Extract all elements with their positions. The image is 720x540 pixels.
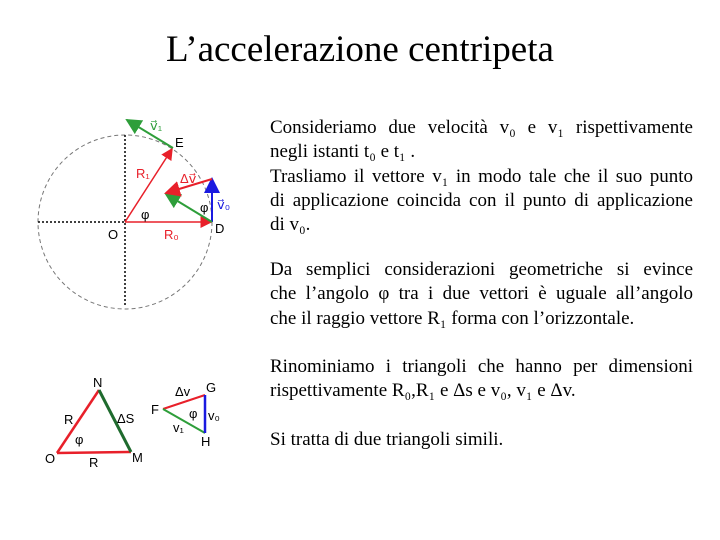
label-phi: φ [75,432,84,447]
label-v0: v₀ [208,408,220,423]
text-line: di applicazione coincida con il punto di applicazione [270,189,693,211]
label-h: H [201,434,211,449]
label-m: M [132,450,143,465]
label-delta-s: ΔS [117,411,135,426]
label-g: G [206,380,217,395]
slide-title: L’accelerazione centripeta [166,29,554,70]
text-line: di v₀. [270,214,311,236]
label-phi-center: φ [141,207,150,222]
label-v1: v⃗₁ [150,118,163,133]
circle-diagram [38,118,230,309]
text-line: Si tratta di due triangoli simili. [270,429,504,450]
label-delta-v: Δv [175,384,191,399]
text-line: che l’angolo φ tra i due vettori è uguale all’angolo [270,283,693,305]
text-line: Da semplici considerazioni geometriche si evince [270,259,693,280]
text-line: Trasliamo il vettore v₁ in modo tale che il suo punto [270,165,693,187]
label-v1: v₁ [173,420,184,435]
label-r-side: R [64,412,74,427]
label-phi: φ [189,406,198,421]
label-e: E [175,135,184,150]
text-line: Rinominiamo i triangoli che hanno per dimensioni [270,356,693,377]
text-line: che il raggio vettore R₁ forma con l’orizzontale. [270,307,635,329]
side-v1 [163,409,205,433]
label-f: F [151,402,159,417]
label-r0: R₀ [164,227,179,242]
label-r1: R₁ [136,166,150,181]
label-d: D [215,221,225,236]
label-n: N [93,375,103,390]
text-line: negli istanti t₀ e t₁ . [270,141,416,163]
label-o: O [108,227,119,242]
velocity-triangle [151,380,220,449]
label-r-base: R [89,455,99,470]
label-phi-d: φ [200,200,209,215]
position-triangle [45,375,143,470]
text-line: rispettivamente R₀,R₁ e Δs e v₀, v₁ e Δv. [270,380,576,402]
label-delta-v: Δv⃗ [180,171,197,186]
label-o: O [45,451,56,466]
base-r [57,452,131,453]
label-v0: v⃗₀ [217,197,231,212]
text-line: Consideriamo due velocità v₀ e v₁ rispettivamente [270,117,693,138]
